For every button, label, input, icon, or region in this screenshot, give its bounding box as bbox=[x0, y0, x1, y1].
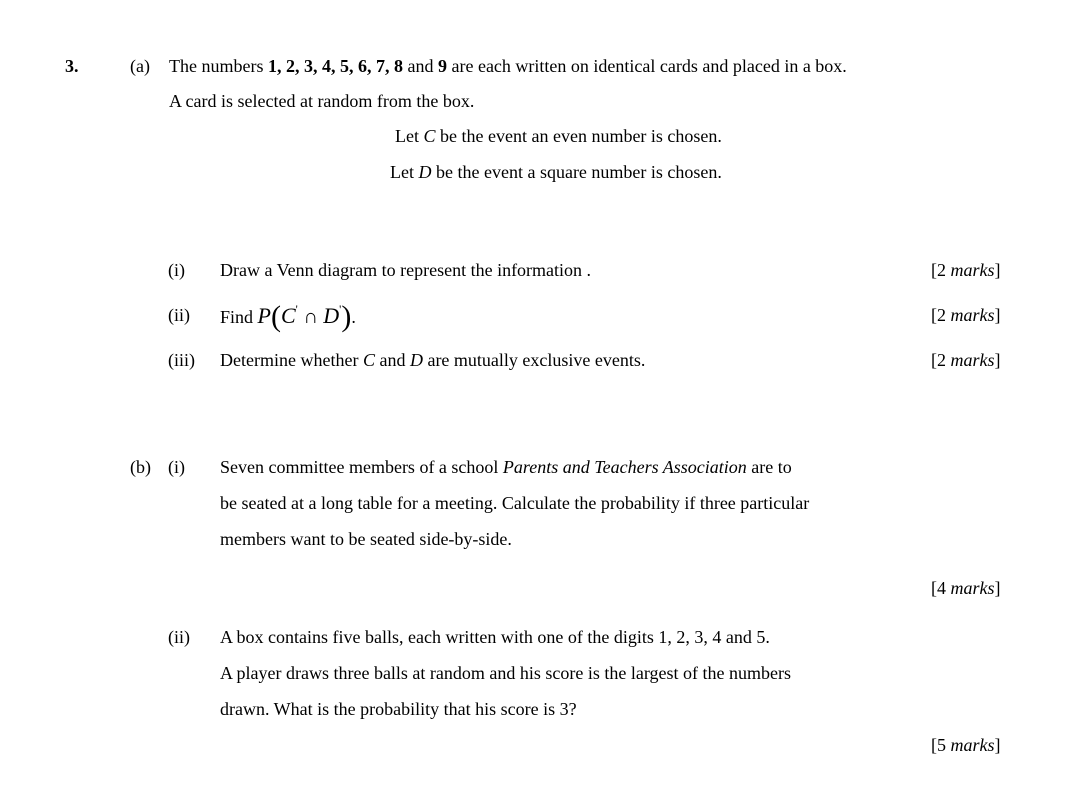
part-b-i-line1: Seven committee members of a school Parents and Teachers Association are to bbox=[220, 457, 792, 477]
part-a-i-text: Draw a Venn diagram to represent the information . bbox=[220, 260, 592, 280]
part-a-intro: The numbers 1, 2, 3, 4, 5, 6, 7, 8 and 9 are each written on identical cards and placed in a box. bbox=[169, 56, 847, 76]
part-a-i-label: (i) bbox=[168, 260, 185, 280]
part-b-label: (b) bbox=[130, 457, 151, 477]
part-b-ii-label: (ii) bbox=[168, 627, 190, 647]
part-a-line2: A card is selected at random from the box. bbox=[169, 91, 475, 111]
part-b-i-line3: members want to be seated side-by-side. bbox=[220, 529, 512, 549]
question-number: 3. bbox=[65, 56, 79, 76]
part-b-i-marks: [4 marks] bbox=[931, 578, 1001, 598]
event-c-definition: Let C be the event an even number is chosen. bbox=[395, 126, 722, 146]
event-d-definition: Let D be the event a square number is chosen. bbox=[390, 162, 722, 182]
part-b-i-line2: be seated at a long table for a meeting. Calculate the probability if three particular bbox=[220, 493, 810, 513]
part-a-i-marks: [2 marks] bbox=[931, 260, 1001, 280]
part-b-ii-line3: drawn. What is the probability that his score is 3? bbox=[220, 699, 577, 719]
part-a-ii-text: Find P(C' ∩ D'). bbox=[220, 300, 356, 333]
part-b-i-label: (i) bbox=[168, 457, 185, 477]
part-a-iii-label: (iii) bbox=[168, 350, 195, 370]
part-b-ii-marks: [5 marks] bbox=[931, 735, 1001, 755]
part-a-iii-marks: [2 marks] bbox=[931, 350, 1001, 370]
part-a-ii-marks: [2 marks] bbox=[931, 305, 1001, 325]
part-b-ii-line2: A player draws three balls at random and his score is the largest of the numbers bbox=[220, 663, 792, 683]
part-a-iii-text: Determine whether C and D are mutually exclusive events. bbox=[220, 350, 646, 370]
part-a-label: (a) bbox=[130, 56, 150, 76]
part-b-ii-line1: A box contains five balls, each written with one of the digits 1, 2, 3, 4 and 5. bbox=[220, 627, 770, 647]
part-a-ii-label: (ii) bbox=[168, 305, 190, 325]
